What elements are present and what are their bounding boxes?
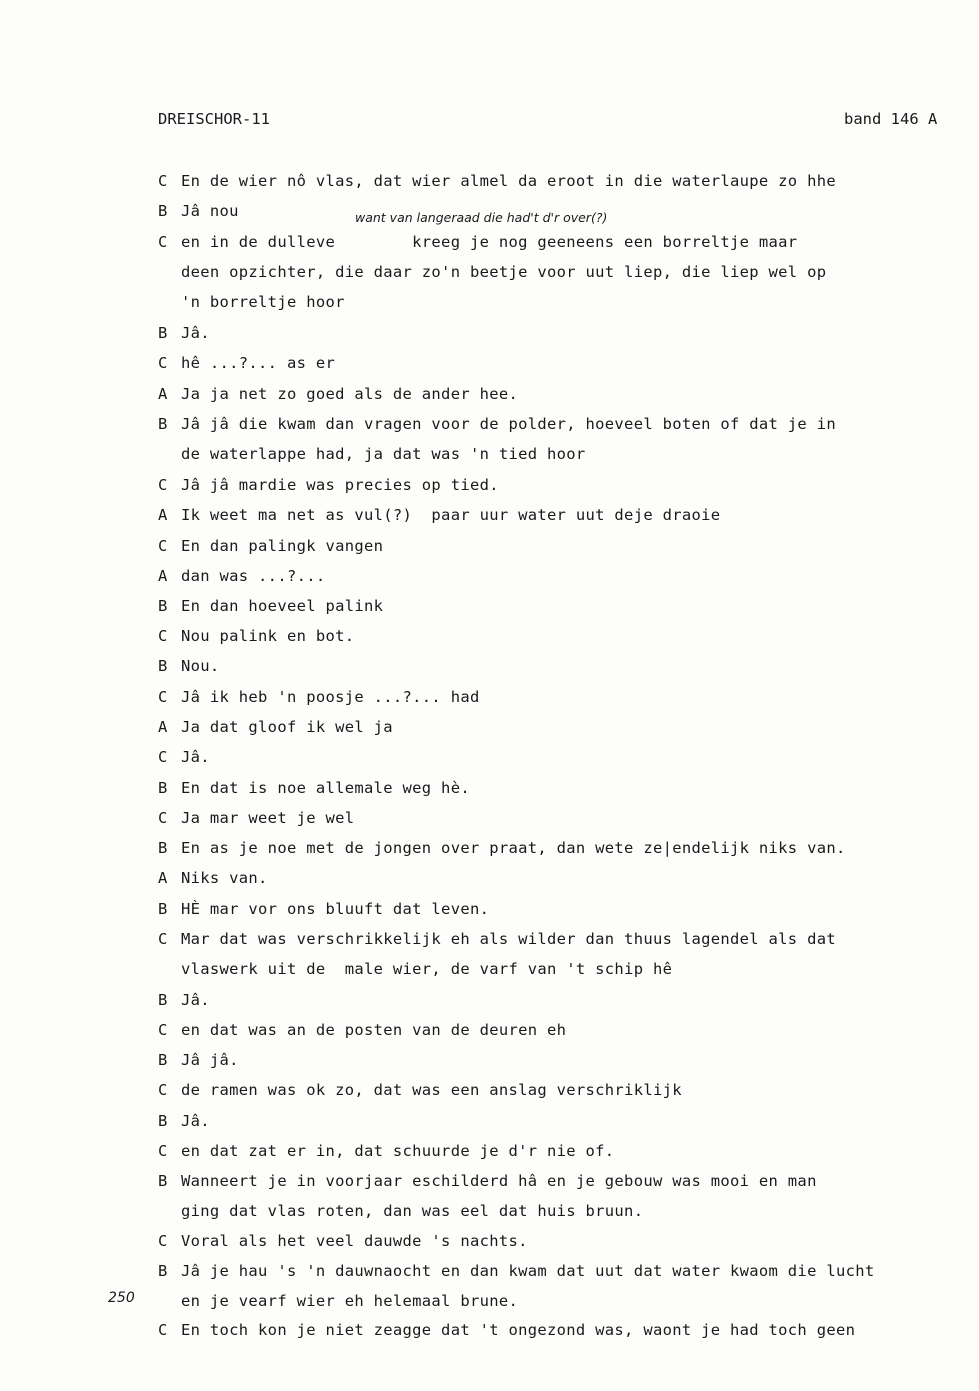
utterance-text: en dat zat er in, dat schuurde je d'r nie of. xyxy=(181,1142,615,1160)
handwritten-insert: want van langeraad die had't d'r over(?) xyxy=(355,210,608,225)
utterance-text: HÈ mar vor ons bluuft dat leven. xyxy=(181,900,490,918)
utterance-text: En de wier nô vlas, dat wier almel da eroot in die waterlaupe zo hhe xyxy=(181,172,836,190)
utterance-text: Jâ jâ mardie was precies op tied. xyxy=(181,476,499,494)
utterance-text: Jâ je hau 's 'n dauwnaocht en dan kwam dat uut dat water kwaom die lucht xyxy=(181,1262,875,1280)
speaker-label: C xyxy=(158,748,168,766)
tape-reference: band 146 A xyxy=(844,110,938,128)
speaker-label: B xyxy=(158,1051,168,1069)
speaker-label: A xyxy=(158,506,168,524)
utterance-text: en dat was an de posten van de deuren eh xyxy=(181,1021,567,1039)
speaker-label: C xyxy=(158,688,168,706)
utterance-text: Nou. xyxy=(181,657,220,675)
utterance-text: En dan palingk vangen xyxy=(181,537,384,555)
utterance-text: Ja dat gloof ik wel ja xyxy=(181,718,393,736)
speaker-label: C xyxy=(158,537,168,555)
speaker-label: A xyxy=(158,567,168,585)
utterance-text: Voral als het veel dauwde 's nachts. xyxy=(181,1232,528,1250)
speaker-label: C xyxy=(158,354,168,372)
utterance-text: Wanneert je in voorjaar eschilderd hâ en je gebouw was mooi en man xyxy=(181,1172,817,1190)
utterance-text: ging dat vlas roten, dan was eel dat huis bruun. xyxy=(181,1202,644,1220)
speaker-label: B xyxy=(158,1112,168,1130)
utterance-text: Jâ jâ. xyxy=(181,1051,239,1069)
margin-note: 250 xyxy=(108,1290,135,1306)
speaker-label: A xyxy=(158,869,168,887)
utterance-text: En dan hoeveel palink xyxy=(181,597,384,615)
speaker-label: B xyxy=(158,202,168,220)
utterance-text: Jâ nou xyxy=(181,202,239,220)
speaker-label: B xyxy=(158,1172,168,1190)
utterance-text: Ja ja net zo goed als de ander hee. xyxy=(181,385,519,403)
speaker-label: B xyxy=(158,779,168,797)
speaker-label: A xyxy=(158,385,168,403)
utterance-text: Niks van. xyxy=(181,869,268,887)
speaker-label: C xyxy=(158,476,168,494)
speaker-label: B xyxy=(158,839,168,857)
speaker-label: C xyxy=(158,1321,168,1339)
utterance-text: En toch kon je niet zeagge dat 't ongezond was, waont je had toch geen xyxy=(181,1321,856,1339)
utterance-text: Jâ ik heb 'n poosje ...?... had xyxy=(181,688,480,706)
speaker-label: C xyxy=(158,1081,168,1099)
utterance-text: deen opzichter, die daar zo'n beetje voor uut liep, die liep wel op xyxy=(181,263,827,281)
utterance-text: Nou palink en bot. xyxy=(181,627,355,645)
speaker-label: B xyxy=(158,900,168,918)
speaker-label: B xyxy=(158,1262,168,1280)
utterance-text: vlaswerk uit de male wier, de varf van 't schip hê xyxy=(181,960,673,978)
utterance-text: Jâ. xyxy=(181,1112,210,1130)
utterance-text: Jâ. xyxy=(181,748,210,766)
speaker-label: C xyxy=(158,172,168,190)
speaker-label: B xyxy=(158,415,168,433)
speaker-label: C xyxy=(158,1232,168,1250)
utterance-text: En dat is noe allemale weg hè. xyxy=(181,779,470,797)
utterance-text: En as je noe met de jongen over praat, dan wete ze|endelijk niks van. xyxy=(181,839,846,857)
utterance-text: Ik weet ma net as vul(?) paar uur water uut deje draoie xyxy=(181,506,721,524)
utterance-text: Mar dat was verschrikkelijk eh als wilder dan thuus lagendel als dat xyxy=(181,930,836,948)
utterance-text: hê ...?... as er xyxy=(181,354,336,372)
utterance-text: de ramen was ok zo, dat was een anslag verschriklijk xyxy=(181,1081,682,1099)
utterance-text: dan was ...?... xyxy=(181,567,326,585)
document-id: DREISCHOR-11 xyxy=(158,110,270,128)
speaker-label: C xyxy=(158,627,168,645)
speaker-label: B xyxy=(158,657,168,675)
speaker-label: A xyxy=(158,718,168,736)
speaker-label: C xyxy=(158,1021,168,1039)
speaker-label: B xyxy=(158,324,168,342)
utterance-text: en in de dulleve kreeg je nog geeneens een borreltje maar xyxy=(181,233,798,251)
speaker-label: C xyxy=(158,930,168,948)
utterance-text: 'n borreltje hoor xyxy=(181,293,345,311)
utterance-text: Jâ. xyxy=(181,991,210,1009)
utterance-text: en je vearf wier eh helemaal brune. xyxy=(181,1292,519,1310)
speaker-label: C xyxy=(158,233,168,251)
speaker-label: C xyxy=(158,809,168,827)
utterance-text: Ja mar weet je wel xyxy=(181,809,355,827)
utterance-text: Jâ jâ die kwam dan vragen voor de polder, hoeveel boten of dat je in xyxy=(181,415,836,433)
utterance-text: Jâ. xyxy=(181,324,210,342)
speaker-label: B xyxy=(158,991,168,1009)
utterance-text: de waterlappe had, ja dat was 'n tied hoor xyxy=(181,445,586,463)
speaker-label: B xyxy=(158,597,168,615)
speaker-label: C xyxy=(158,1142,168,1160)
